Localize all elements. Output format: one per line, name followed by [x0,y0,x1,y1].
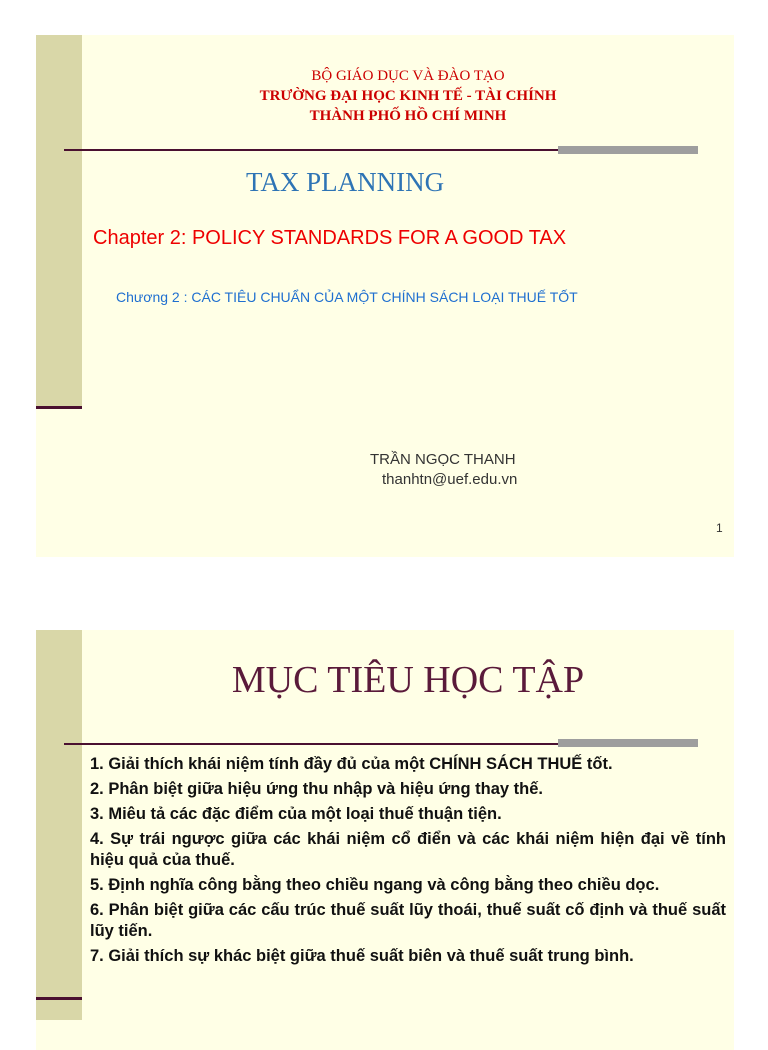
ministry-name: BỘ GIÁO DỤC VÀ ĐÀO TẠO [311,68,505,84]
city-name: THÀNH PHỐ HỒ CHÍ MINH [309,108,507,124]
objective-item: 6. Phân biệt giữa các cấu trúc thuế suất lũy thoái, thuế suất cố định và thuế suất lũy tiến. [90,901,726,940]
objective-item: 3. Miêu tả các đặc điểm của một loại thuế thuận tiện. [90,805,502,823]
objective-item: 2. Phân biệt giữa hiệu ứng thu nhập và hiệu ứng thay thế. [90,780,543,798]
author-name: TRẦN NGỌC THANH [370,451,516,468]
header-rule [64,149,558,151]
header-rule [64,743,558,745]
page-number: 1 [716,521,723,535]
chapter-title-english: Chapter 2: POLICY STANDARDS FOR A GOOD TAX [93,227,567,249]
author-email: thanhtn@uef.edu.vn [382,471,518,488]
objectives-list [90,754,726,971]
header-rule-accent [558,146,698,154]
objective-item: 7. Giải thích sự khác biệt giữa thuế suất biên và thuế suất trung bình. [90,947,634,965]
side-divider [36,406,82,409]
slide-title: MỤC TIÊU HỌC TẬP [231,659,585,701]
slide-1 [36,35,734,557]
objective-item: 1. Giải thích khái niệm tính đầy đủ của một CHÍNH SÁCH THUẾ tốt. [90,755,613,773]
side-bar [36,35,82,408]
side-bar [36,630,82,1020]
slide-2 [36,630,734,1050]
slide-title: TAX PLANNING [246,167,445,197]
header-rule-accent [558,739,698,747]
university-name: TRƯỜNG ĐẠI HỌC KINH TẾ - TÀI CHÍNH [259,88,557,104]
chapter-title-vietnamese: Chương 2 : CÁC TIÊU CHUẨN CỦA MỘT CHÍNH SÁCH LOẠI THUẾ TỐT [116,289,578,305]
objective-item: 4. Sự trái ngược giữa các khái niệm cổ điển và các khái niệm hiện đại về tính hiệu quả của thuế. [90,830,726,869]
side-divider [36,997,82,1000]
objective-item: 5. Định nghĩa công bằng theo chiều ngang và công bằng theo chiều dọc. [90,876,660,894]
